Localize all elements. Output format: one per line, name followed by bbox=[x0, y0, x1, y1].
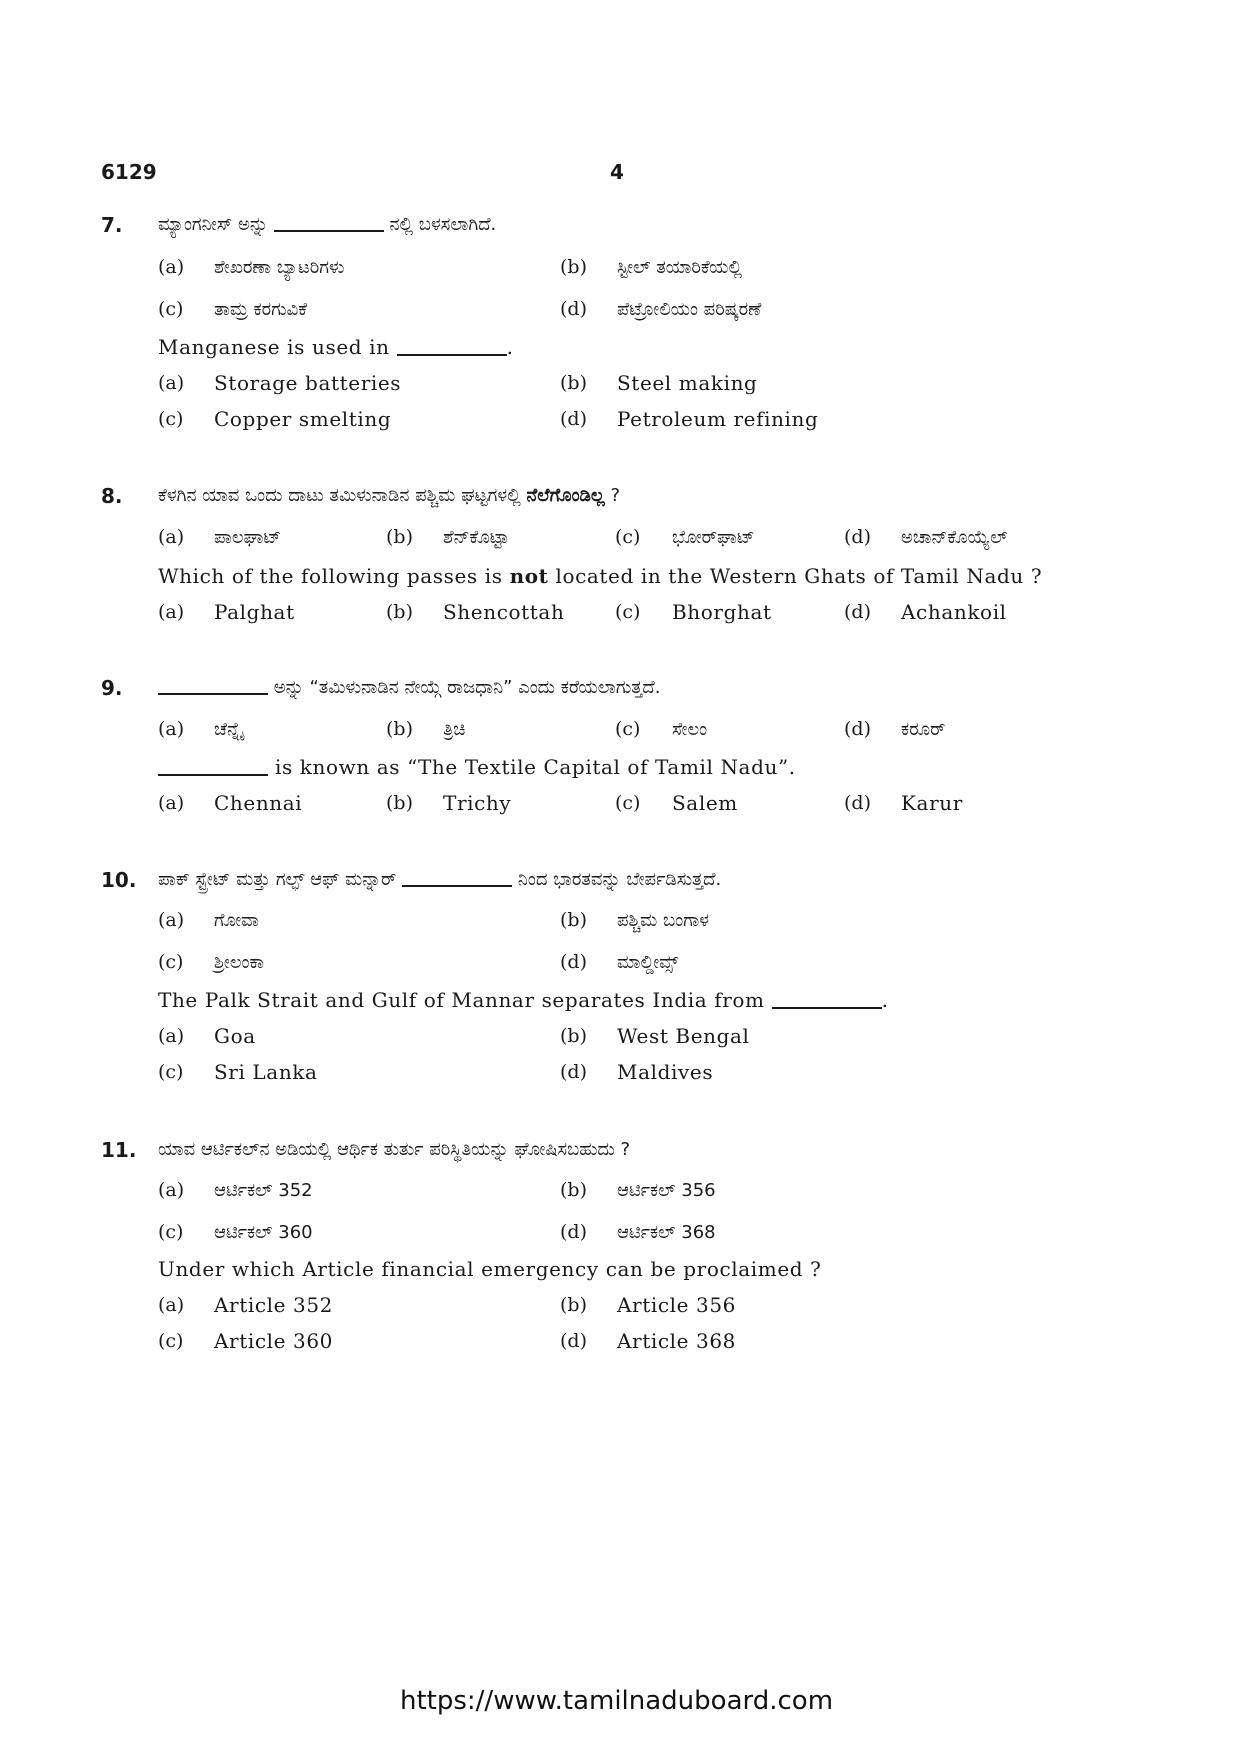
option-label: (b) bbox=[560, 1294, 587, 1316]
option-english: Steel making bbox=[617, 371, 758, 395]
option-label: (b) bbox=[386, 718, 413, 740]
option-kannada: ಆರ್ಟಿಕಲ್ 352 bbox=[214, 1180, 313, 1201]
option-kannada: ಶ್ರೀಲಂಕಾ bbox=[214, 952, 264, 973]
option-label: (d) bbox=[560, 1061, 587, 1083]
answer-blank bbox=[158, 693, 268, 695]
option-label: (b) bbox=[386, 526, 413, 548]
option-label: (a) bbox=[158, 601, 185, 623]
option-english: Petroleum refining bbox=[617, 407, 819, 431]
question-text-english: Manganese is used in . bbox=[158, 335, 514, 359]
option-label: (c) bbox=[158, 951, 184, 973]
answer-blank bbox=[772, 1007, 882, 1009]
option-kannada: ಪಶ್ಚಿಮ ಬಂಗಾಳ bbox=[617, 910, 710, 931]
answer-blank bbox=[402, 885, 512, 887]
option-kannada: ಕರೂರ್ bbox=[901, 719, 946, 740]
option-kannada: ಗೋವಾ bbox=[214, 910, 260, 931]
option-kannada: ತ್ರಿಚಿ bbox=[443, 719, 466, 740]
page-number: 4 bbox=[610, 160, 624, 184]
question-text-english: Which of the following passes is not located in the Western Ghats of Tamil Nadu ? bbox=[158, 564, 1043, 588]
option-kannada: ಪಾಲಘಾಟ್ bbox=[214, 527, 282, 548]
option-english: Bhorghat bbox=[672, 600, 772, 624]
question-text-kannada: ಯಾವ ಆರ್ಟಿಕಲ್‌ನ ಅಡಿಯಲ್ಲಿ ಆರ್ಥಿಕ ತುರ್ತು ಪರಿಸ್ಥಿತಿಯನ್ನು ಘೋಷಿಸಬಹುದು ? bbox=[158, 1139, 631, 1160]
option-english: Karur bbox=[901, 791, 963, 815]
question-text-kannada: ಮ್ಯಾಂಗನೀಸ್ ಅನ್ನು ನಲ್ಲಿ ಬಳಸಲಾಗಿದೆ. bbox=[158, 214, 497, 235]
option-label: (a) bbox=[158, 718, 185, 740]
option-label: (c) bbox=[615, 526, 641, 548]
option-label: (c) bbox=[158, 1330, 184, 1352]
option-kannada: ಪೆಟ್ರೋಲಿಯಂ ಪರಿಷ್ಕರಣೆ bbox=[617, 299, 762, 320]
option-label: (d) bbox=[844, 718, 871, 740]
question-text-english: Under which Article financial emergency can be proclaimed ? bbox=[158, 1257, 822, 1281]
option-label: (c) bbox=[158, 1061, 184, 1083]
answer-blank bbox=[158, 774, 268, 776]
question-text-english: is known as “The Textile Capital of Tamil Nadu”. bbox=[158, 755, 796, 779]
option-label: (c) bbox=[615, 718, 641, 740]
option-label: (b) bbox=[386, 601, 413, 623]
option-label: (a) bbox=[158, 1294, 185, 1316]
option-label: (d) bbox=[560, 408, 587, 430]
option-label: (b) bbox=[560, 909, 587, 931]
option-kannada: ಶೆನ್‌ಕೊಟ್ಟಾ bbox=[443, 527, 510, 548]
option-kannada: ಆರ್ಟಿಕಲ್ 360 bbox=[214, 1222, 313, 1243]
option-english: Palghat bbox=[214, 600, 295, 624]
option-kannada: ಸ್ಟೀಲ್ ತಯಾರಿಕೆಯಲ್ಲಿ bbox=[617, 257, 743, 278]
option-english: Storage batteries bbox=[214, 371, 402, 395]
question-number: 11. bbox=[101, 1138, 137, 1162]
option-label: (c) bbox=[158, 408, 184, 430]
option-kannada: ಚೆನ್ನೈ bbox=[214, 719, 244, 740]
option-english: Article 368 bbox=[617, 1329, 737, 1353]
option-label: (a) bbox=[158, 256, 185, 278]
question-text-english: The Palk Strait and Gulf of Mannar separates India from . bbox=[158, 988, 889, 1012]
question-number: 9. bbox=[101, 676, 123, 700]
option-label: (b) bbox=[560, 1025, 587, 1047]
option-english: Chennai bbox=[214, 791, 303, 815]
option-label: (a) bbox=[158, 526, 185, 548]
option-kannada: ಆರ್ಟಿಕಲ್ 368 bbox=[617, 1222, 716, 1243]
option-label: (d) bbox=[560, 951, 587, 973]
option-english: Maldives bbox=[617, 1060, 714, 1084]
option-label: (c) bbox=[615, 792, 641, 814]
option-label: (a) bbox=[158, 1179, 185, 1201]
option-english: Copper smelting bbox=[214, 407, 392, 431]
answer-blank bbox=[274, 230, 384, 232]
option-label: (d) bbox=[560, 1330, 587, 1352]
option-label: (a) bbox=[158, 909, 185, 931]
option-kannada: ಸೇಲಂ bbox=[672, 719, 708, 740]
option-label: (a) bbox=[158, 792, 185, 814]
option-english: Sri Lanka bbox=[214, 1060, 318, 1084]
footer-url[interactable]: https://www.tamilnaduboard.com bbox=[400, 1686, 834, 1716]
question-text-kannada: ಕೆಳಗಿನ ಯಾವ ಒಂದು ದಾಟು ತಮಿಳುನಾಡಿನ ಪಶ್ಚಿಮ ಘಟ್ಟಗಳಲ್ಲಿ ನೆಲೆಗೊಂಡಿಲ್ಲ ? bbox=[158, 485, 621, 506]
option-kannada: ತಾಮ್ರ ಕರಗುವಿಕೆ bbox=[214, 299, 308, 320]
option-english: Salem bbox=[672, 791, 738, 815]
question-text-kannada: ಅನ್ನು “ತಮಿಳುನಾಡಿನ ನೇಯ್ಗೆ ರಾಜಧಾನಿ” ಎಂದು ಕರೆಯಲಾಗುತ್ತದೆ. bbox=[158, 677, 660, 698]
option-label: (d) bbox=[844, 526, 871, 548]
option-label: (d) bbox=[844, 601, 871, 623]
option-label: (b) bbox=[386, 792, 413, 814]
option-english: Trichy bbox=[443, 791, 512, 815]
option-kannada: ಅಚಾನ್‌ಕೊಯ್ಯೆಲ್ bbox=[901, 527, 1008, 548]
option-label: (b) bbox=[560, 372, 587, 394]
option-label: (d) bbox=[560, 1221, 587, 1243]
option-label: (b) bbox=[560, 1179, 587, 1201]
question-number: 8. bbox=[101, 484, 123, 508]
option-label: (d) bbox=[844, 792, 871, 814]
question-number: 10. bbox=[101, 868, 137, 892]
option-label: (b) bbox=[560, 256, 587, 278]
paper-code: 6129 bbox=[101, 160, 157, 184]
option-english: Article 360 bbox=[214, 1329, 334, 1353]
option-kannada: ಮಾಲ್ಡೀವ್ಸ್ bbox=[617, 952, 679, 973]
option-english: Goa bbox=[214, 1024, 256, 1048]
option-kannada: ಶೇಖರಣಾ ಬ್ಯಾಟರಿಗಳು bbox=[214, 257, 345, 278]
option-kannada: ಭೋರ್‌ಘಾಟ್ bbox=[672, 527, 755, 548]
option-english: Article 352 bbox=[214, 1293, 334, 1317]
option-label: (c) bbox=[158, 1221, 184, 1243]
option-english: Achankoil bbox=[901, 600, 1007, 624]
question-text-kannada: ಪಾಕ್ ಸ್ಟ್ರೇಟ್ ಮತ್ತು ಗಲ್ಫ್ ಆಫ್ ಮನ್ನಾರ್ ನಿಂದ ಭಾರತವನ್ನು ಬೇರ್ಪಡಿಸುತ್ತದೆ. bbox=[158, 869, 722, 890]
option-kannada: ಆರ್ಟಿಕಲ್ 356 bbox=[617, 1180, 716, 1201]
option-english: Article 356 bbox=[617, 1293, 737, 1317]
option-label: (a) bbox=[158, 1025, 185, 1047]
option-label: (a) bbox=[158, 372, 185, 394]
option-label: (c) bbox=[158, 298, 184, 320]
option-english: West Bengal bbox=[617, 1024, 750, 1048]
question-number: 7. bbox=[101, 213, 123, 237]
option-label: (d) bbox=[560, 298, 587, 320]
option-english: Shencottah bbox=[443, 600, 565, 624]
option-label: (c) bbox=[615, 601, 641, 623]
answer-blank bbox=[397, 354, 507, 356]
